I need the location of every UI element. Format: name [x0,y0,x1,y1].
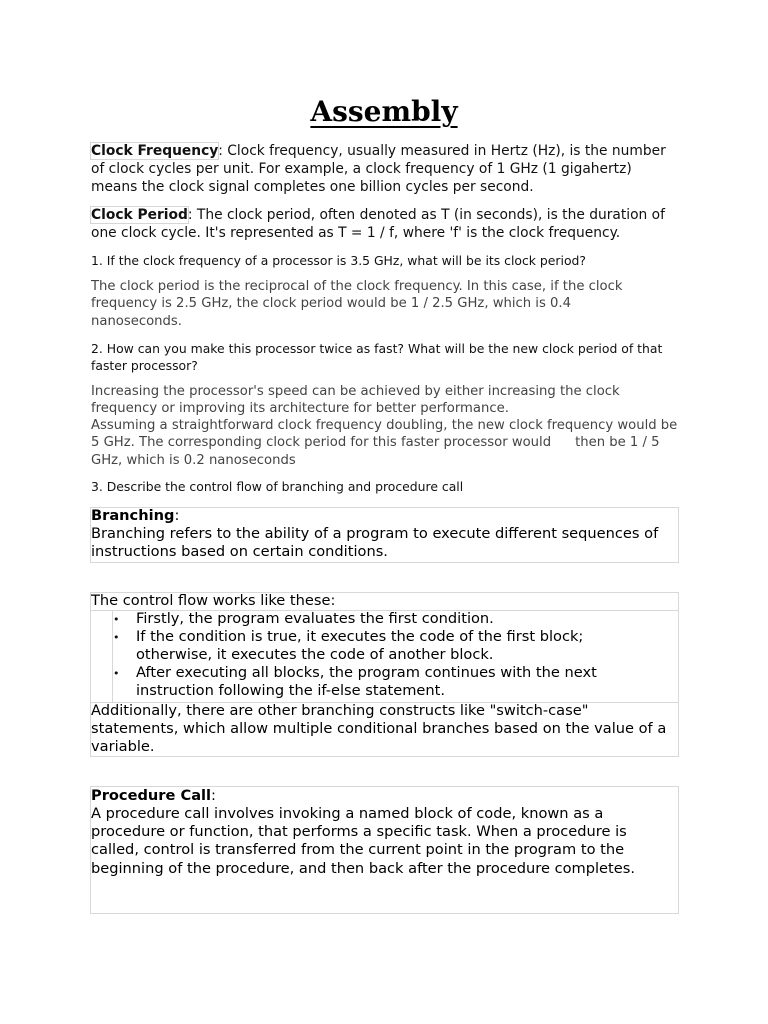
branching-heading [91,507,681,525]
clock-period-text: : The clock period, often denoted as T (in seconds), is the duration of one clock cycle. It's represented as T = 1 / f, where 'f' is the clock frequency. [91,207,665,241]
branching-text: Branching refers to the ability of a program to execute different sequences of instructions based on certain conditions. [91,525,659,561]
control-flow-bullet-3: After executing all blocks, the program continues with the next instruction following the if-else statement. [136,664,597,700]
question-2: 2. How can you make this processor twice as fast? What will be the new clock period of that faster processor? [91,341,663,373]
branching-term: Branching [91,507,175,524]
clock-frequency-paragraph [91,142,681,196]
clock-period-term: Clock Period [91,207,188,223]
clock-frequency-term: Clock Frequency [91,143,219,159]
control-flow-bullet-1: Firstly, the program evaluates the first condition. [136,610,494,627]
clock-period-paragraph [91,206,681,242]
answer-2-line2 [91,417,683,469]
bullet-icon: • [113,631,120,644]
control-flow-intro: The control flow works like these: [91,592,336,609]
bullet-icon: • [113,613,120,626]
procedure-call-colon: : [211,787,216,804]
bullet-icon: • [113,667,120,680]
answer-2-line2a: Assuming a straightforward clock frequency doubling, the new clock frequency would be 5 GHz. The corresponding clock period for this faster processor would [91,418,678,451]
question-3: 3. Describe the control flow of branching and procedure call [91,479,464,494]
control-flow-bullet-2: If the condition is true, it executes the code of the first block; otherwise, it executes the code of another block. [136,628,584,664]
procedure-call-text: A procedure call involves invoking a named block of code, known as a procedure or function, that performs a specific task. When a procedure is called, control is transferred from the current point in the program to the beginning of the procedure, and then back after the procedure completes. [91,805,635,877]
control-flow-additionally: Additionally, there are other branching constructs like "switch-case" statements, which allow multiple conditional branches based on the value of a variable. [91,702,667,756]
answer-1: The clock period is the reciprocal of the clock frequency. In this case, if the clock frequency is 2.5 GHz, the clock period would be 1 / 2.5 GHz, which is 0.4 nanoseconds. [91,279,623,329]
answer-2-line2b: then be 1 / 5 GHz, which is 0.2 nanoseconds [91,435,660,468]
procedure-call-term: Procedure Call [91,787,212,804]
procedure-call-heading [91,787,681,805]
branching-colon: : [174,507,180,524]
clock-frequency-text: : Clock frequency, usually measured in Hertz (Hz), is the number of clock cycles per unit. For example, a clock frequency of 1 GHz (1 gigahertz) means the clock signal completes one billion cycles per second. [91,143,666,195]
answer-2-line1: Increasing the processor's speed can be achieved by either increasing the clock frequency or improving its architecture for better performance. [91,384,620,417]
document-title: Assembly [310,95,458,128]
question-1: 1. If the clock frequency of a processor is 3.5 GHz, what will be its clock period? [91,253,586,268]
